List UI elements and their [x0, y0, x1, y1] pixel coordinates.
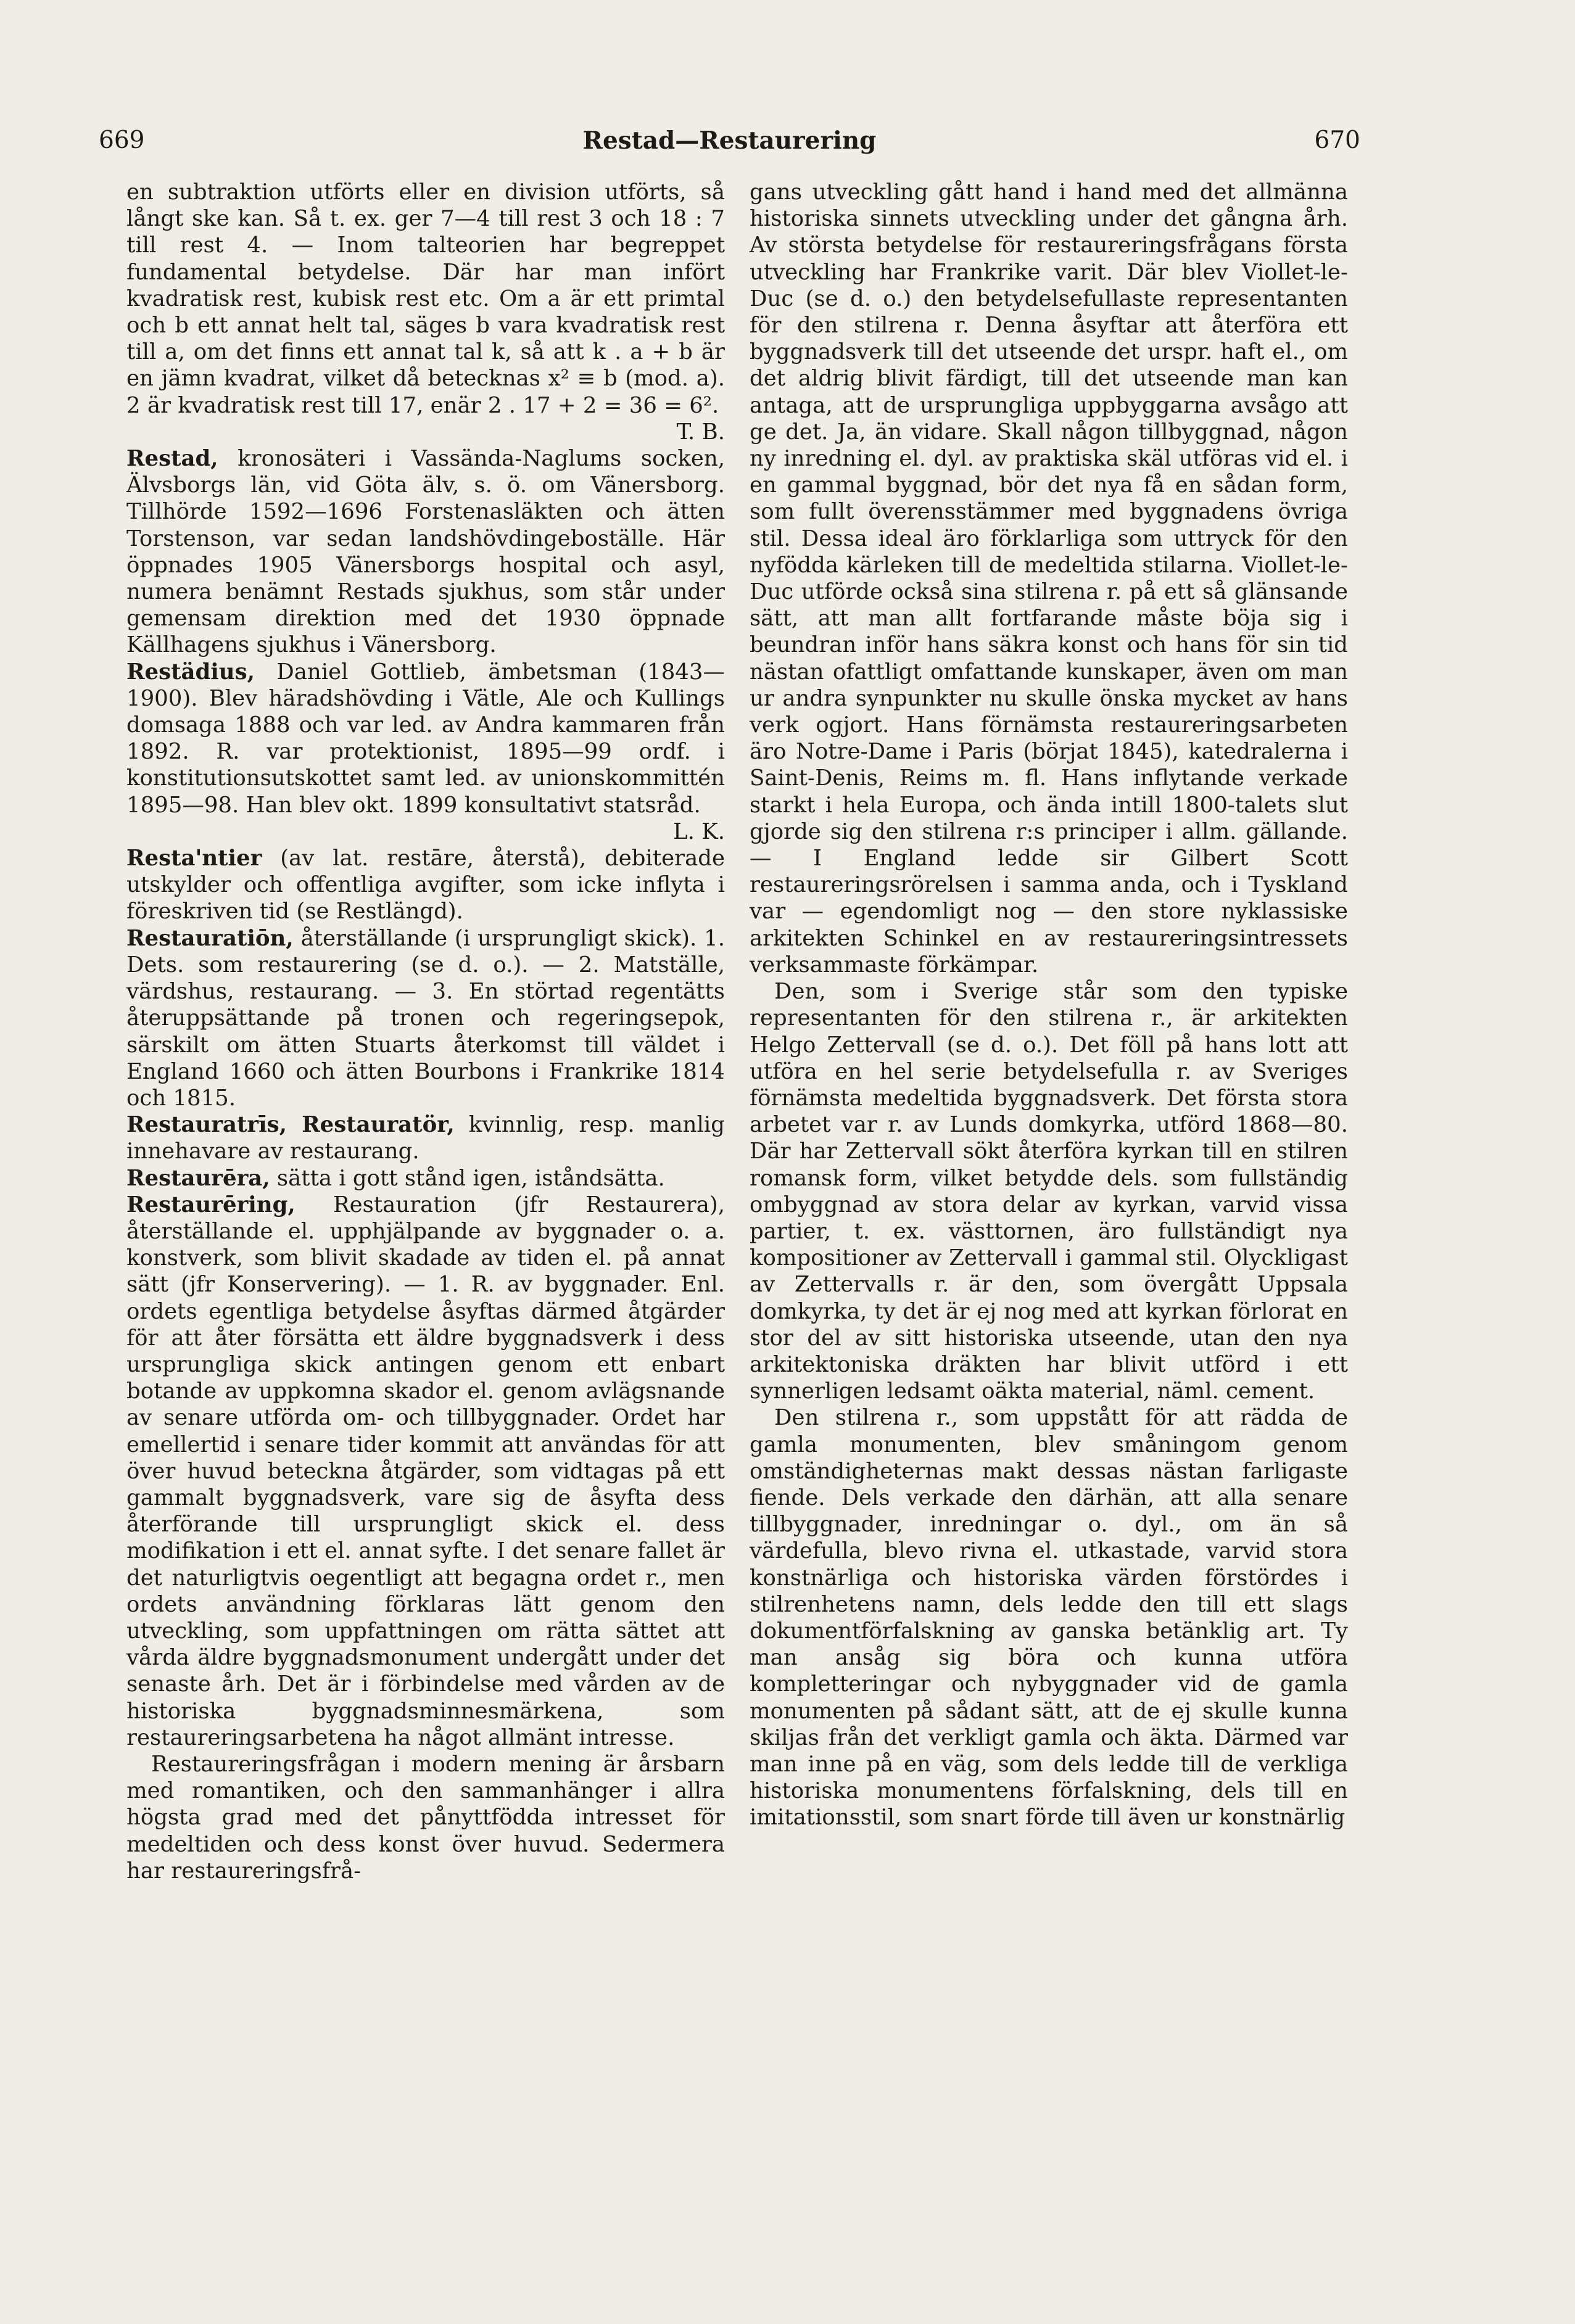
paragraph: [750, 179, 1348, 978]
entry-restauratris: [126, 1111, 725, 1164]
entry-headword: Restaurēring,: [126, 1192, 296, 1218]
entry-restad: [126, 445, 725, 659]
author-signature: L. K.: [673, 818, 725, 844]
right-column: [750, 179, 1348, 1831]
entry-text: en subtraktion utförts eller en division utförts, så långt ske kan. Så t. ex. ger 7—4 till rest 3 och 18 : 7 till rest 4. — Inom talteorien har begreppet fundamental betydelse. Där har man infört kvadratisk rest, kubisk rest etc. Om a är ett primtal och b ett annat helt tal, säges b vara kvadratisk rest till a, om det finns ett annat tal k, så att k . a + b är en jämn kvadrat, vilket då betecknas x² ≡ b (mod. a). 2 är kvadratisk rest till 17, enär 2 . 17 + 2 = 36 = 6².: [126, 179, 725, 418]
paragraph-text: gans utveckling gått hand i hand med det allmänna historiska sinnets utveckling under det gångna årh. Av största betydelse för restaureringsfrågans första utveckling har Frankrike varit. Där blev Viollet-le-Duc (se d. o.) den betydelsefullaste representanten för den stilrena r. Denna åsyftar att återföra ett byggnadsverk till det utseende det urspr. haft el., om det aldrig blivit färdigt, till det utseende man kan antaga, att de ursprungliga uppbyggarna avsågo att ge det. Ja, än vidare. Skall någon tillbyggnad, någon ny inredning el. dyl. av praktiska skäl utföras vid el. i en gammal byggnad, bör det nya få en sådan form, som fullt överensstämmer med byggnadens övriga stil. Dessa ideal äro förklarliga som uttryck för den nyfödda kärleken till de medeltida stilarna. Viollet-le-Duc utförde också sina stilrena r. på ett så glänsande sätt, att man allt fortfarande måste böja sig i beundran inför hans säkra konst och hans för sin tid nästan ofattligt omfattande kunskaper, även om man ur andra synpunkter nu skulle önska mycket av hans verk ogjort. Hans förnämsta restaureringsarbeten äro Notre-Dame i Paris (börjat 1845), katedralerna i Saint-Denis, Reims m. fl. Hans inflytande verkade starkt i hela Europa, och ända intill 1800-talets slut gjorde sig den stilrena r:s principer i allm. gällande. — I England ledde sir Gilbert Scott restaureringsrörelsen i samma anda, och i Tyskland var — egendomligt nog — den store nyklassiske arkitekten Schinkel en av restaureringsintressets verksammaste förkämpar.: [750, 179, 1348, 978]
entry-restaurera: [126, 1165, 725, 1192]
entry-restadius: [126, 659, 725, 845]
entry-text: (av lat. restāre, återstå), debiterade utskylder och offentliga avgifter, som icke inflyta i föreskriven tid (se Restlängd).: [126, 846, 725, 925]
entry-headword: Restädius,: [126, 659, 255, 685]
paragraph: [126, 1751, 725, 1884]
entry-headword: Restauratrīs, Restauratör,: [126, 1112, 455, 1138]
entry-rest-continuation: [126, 179, 725, 445]
running-header: [99, 126, 1360, 163]
entry-text: Restauration (jfr Restaurera), återställande el. upphjälpande av byggnader o. a. konstverk, som blivit skadade av tiden el. på annat sätt (jfr Konservering). — 1. R. av byggnader. Enl. ordets egentliga betydelse åsyftas därmed åtgärder för att åter försätta ett äldre byggnadsverk i dess ursprungliga skick antingen genom ett enbart botande av uppkomna skador el. genom avlägsnande av senare utförda om- och tillbyggnader. Ordet har emellertid i senare tider kommit att användas för att över huvud beteckna åtgärder, som vidtagas på ett gammalt byggnadsverk, vare sig de åsyfta dess återförande till ursprungligt skick el. dess modifikation i ett el. annat syfte. I det senare fallet är det naturligtvis oegentligt att begagna ordet r., men ordets användning förklaras lätt genom den utveckling, som uppfattningen om rätta sättet att vårda äldre byggnadsmonument undergått under det senaste årh. Det är i förbindelse med vården av de historiska byggnadsminnesmärkena, som restaureringsarbetena ha något allmänt intresse.: [126, 1192, 725, 1750]
entry-restaurering: [126, 1192, 725, 1751]
author-signature: T. B.: [676, 419, 725, 445]
entry-text: sätta i gott stånd igen, iståndsätta.: [270, 1165, 665, 1191]
paragraph: [750, 978, 1348, 1404]
entry-headword: Restauratiōn,: [126, 925, 294, 951]
entry-restantier: [126, 845, 725, 925]
entry-restauration: [126, 925, 725, 1111]
entry-text: Daniel Gottlieb, ämbetsman (1843—1900). Blev häradshövding i Vätle, Ale och Kullings domsaga 1888 och var led. av Andra kammaren från 1892. R. var protektionist, 1895—99 ordf. i konstitutionsutskottet samt led. av unionskommittén 1895—98. Han blev okt. 1899 konsultativt statsråd.: [126, 659, 725, 818]
paragraph-text: Restaureringsfrågan i modern mening är årsbarn med romantiken, och den sammanhänger i allra högsta grad med det pånyttfödda intresset för medeltiden och dess konst över huvud. Sedermera har restaureringsfrå-: [126, 1751, 725, 1884]
running-title: Restad—Restaurering: [582, 126, 877, 155]
right-page-number: 670: [1314, 126, 1360, 154]
left-column: [126, 179, 725, 1884]
paragraph: [750, 1404, 1348, 1831]
entry-headword: Restad,: [126, 446, 218, 472]
entry-text: kronosäteri i Vassända-Naglums socken, Älvsborgs län, vid Göta älv, s. ö. om Vänersborg. Tillhörde 1592—1696 Forstenasläkten och ätten Torstenson, var sedan landshövdingeboställe. Här öppnades 1905 Vänersborgs hospital och asyl, numera benämnt Restads sjukhus, som står under gemensam direktion med det 1930 öppnade Källhagens sjukhus i Vänersborg.: [126, 446, 725, 658]
entry-text: återställande (i ursprungligt skick). 1. Dets. som restaurering (se d. o.). — 2. Matställe, värdshus, restaurang. — 3. En störtad regentätts återuppsättande på tronen och regeringsepok, särskilt om ätten Stuarts återkomst till väldet i England 1660 och ätten Bourbons i Frankrike 1814 och 1815.: [126, 925, 725, 1111]
entry-headword: Restaurēra,: [126, 1165, 270, 1191]
paragraph-text: Den, som i Sverige står som den typiske representanten för den stilrena r., är arkitekten Helgo Zettervall (se d. o.). Det föll på hans lott att utföra en hel serie betydelsefulla r. av Sveriges förnämsta medeltida byggnadsverk. Det första stora arbetet var r. av Lunds domkyrka, utförd 1868—80. Där har Zettervall sökt återföra kyrkan till en stilren romansk form, vilket betydde dels. som fullständig ombyggnad av stora delar av kyrkan, varvid vissa partier, t. ex. västtornen, äro fullständigt nya kompositioner av Zettervall i gammal stil. Olyckligast av Zettervalls r. är den, som övergått Uppsala domkyrka, ty det är ej nog med att kyrkan förlorat en stor del av sitt historiska utseende, utan den nya arkitektoniska dräkten har blivit utförd i ett synnerligen ledsamt oäkta material, näml. cement.: [750, 979, 1348, 1404]
left-page-number: 669: [99, 126, 145, 154]
paragraph-text: Den stilrena r., som uppstått för att rädda de gamla monumenten, blev småningom genom omständigheternas makt dessas nästan farligaste fiende. Dels verkade den därhän, att alla senare tillbyggnader, inredningar o. dyl., om än så värdefulla, blevo rivna el. utkastade, varvid stora konstnärliga och historiska värden förstördes i stilrenhetens namn, dels ledde den till ett slags dokumentförfalskning av ganska betänklig art. Ty man ansåg sig böra och kunna utföra kompletteringar och nybyggnader vid de gamla monumenten på sådant sätt, att de ej skulle kunna skiljas från det verkligt gamla och äkta. Därmed var man inne på en väg, som dels ledde till de verkliga historiska monumentens förfalskning, dels till en imitationsstil, som snart förde till även ur konstnärlig: [750, 1405, 1348, 1831]
entry-text: kvinnlig, resp. manlig innehavare av restaurang.: [126, 1112, 725, 1164]
entry-headword: Resta'ntier: [126, 846, 262, 872]
